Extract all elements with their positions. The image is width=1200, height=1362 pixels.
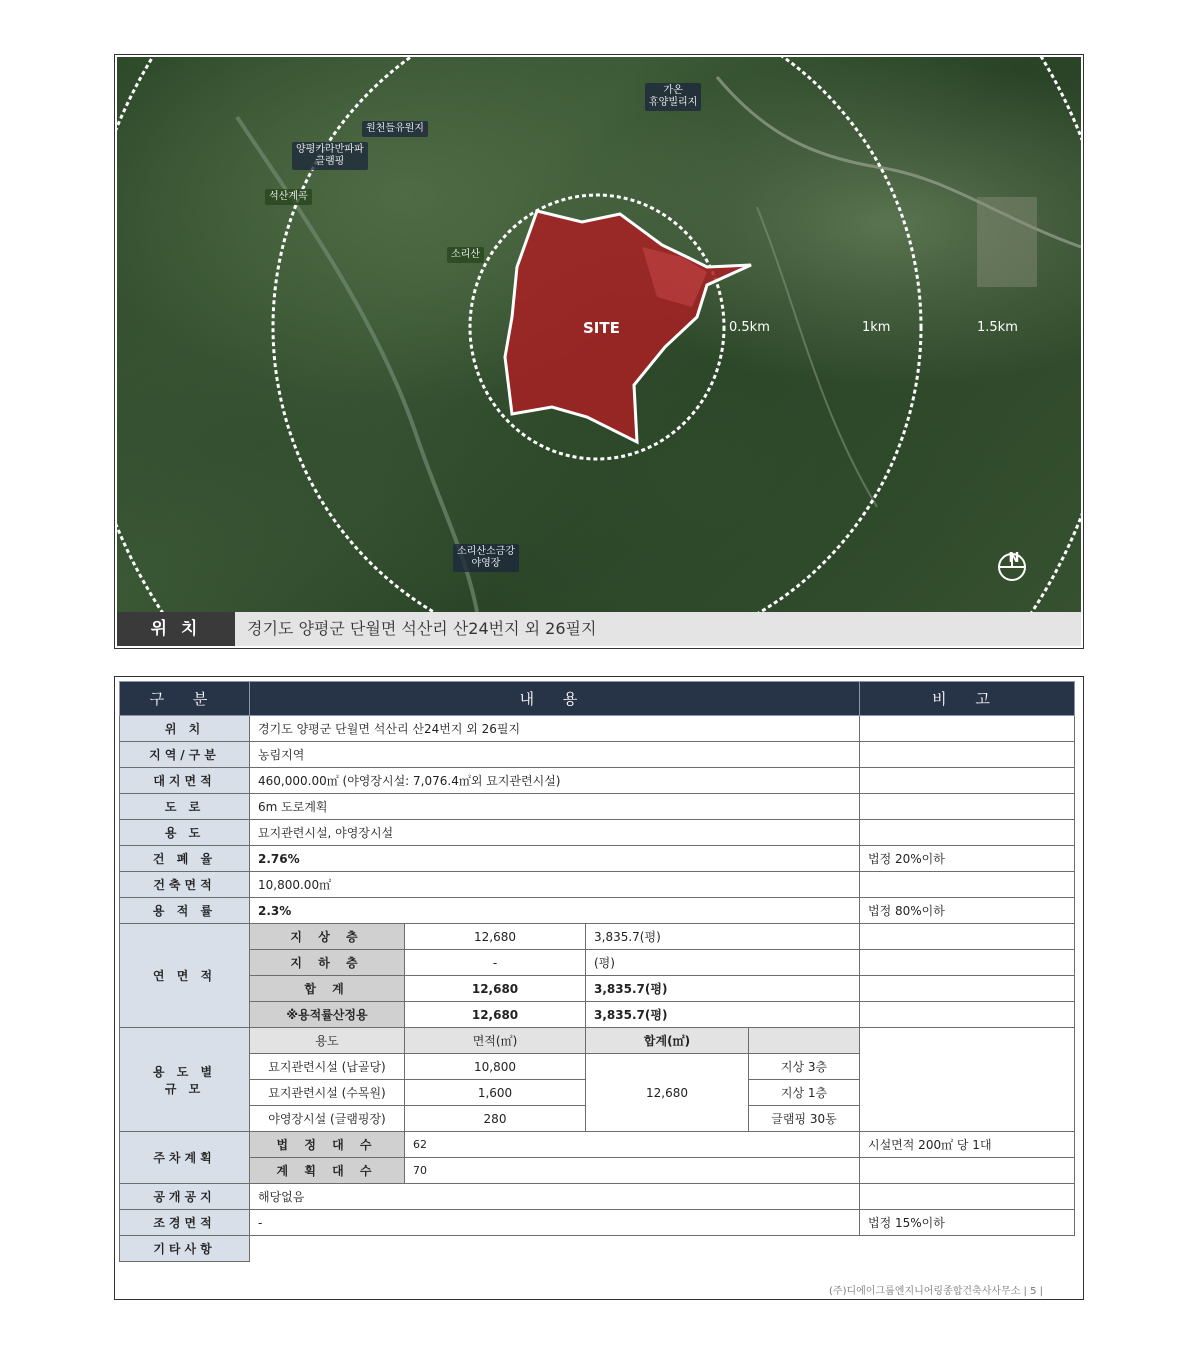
table-row-etc (120, 1236, 1075, 1262)
location-tag: 위 치 (117, 612, 235, 646)
table-row-use (120, 820, 1075, 846)
scale-use: 묘지관련시설 (납골당) (250, 1054, 405, 1080)
table-row-parking-plan (120, 1158, 1075, 1184)
scale-total: 12,680 (586, 1054, 749, 1132)
scale-floors: 지상 1층 (749, 1080, 860, 1106)
table-row-landscape (120, 1210, 1075, 1236)
table-row-road (120, 794, 1075, 820)
page-footer: (주)디에이그룹엔지니어링종합건축사사무소 | 5 | (829, 1286, 1043, 1297)
scale-area: 280 (405, 1106, 586, 1132)
row-value: 경기도 양평군 단월면 석산리 산24번지 외 26필지 (250, 716, 860, 742)
site-boundary (505, 211, 751, 442)
scale-area: 10,800 (405, 1054, 586, 1080)
row-note (860, 924, 1075, 950)
parking-legal-label: 법 정 대 수 (250, 1132, 405, 1158)
scale-area: 1,600 (405, 1080, 586, 1106)
scale-head-use: 용도 (250, 1028, 405, 1054)
row-value: - (250, 1210, 860, 1236)
table-row-floor-total (120, 976, 1075, 1002)
table-header-row (120, 682, 1075, 716)
ring-label-1km: 1km (862, 320, 891, 335)
parking-legal-note: 시설면적 200㎡ 당 1대 (860, 1132, 1075, 1158)
floor-sqm: 12,680 (405, 1002, 586, 1028)
location-bar (117, 612, 1081, 646)
aerial-map (117, 57, 1081, 612)
scale-label-line1: 용 도 별 (152, 1064, 217, 1079)
floor-name: 지 상 층 (250, 924, 405, 950)
parking-plan-value: 70 (405, 1158, 860, 1184)
poi-sorisan: 소리산 (447, 247, 484, 263)
table-row-parking-legal (120, 1132, 1075, 1158)
parking-legal-value: 62 (405, 1132, 860, 1158)
header-category: 구 분 (120, 682, 250, 716)
row-note: 법정 20%이하 (860, 846, 1075, 872)
row-note (860, 1002, 1075, 1028)
spec-table (119, 681, 1075, 1262)
row-label: 건축면적 (120, 872, 250, 898)
parking-label: 주차계획 (120, 1132, 250, 1184)
spec-table-panel (114, 676, 1084, 1300)
floor-pyeong: 3,835.7(평) (586, 976, 860, 1002)
row-label: 기타사항 (120, 1236, 250, 1262)
scale-label (120, 1028, 250, 1132)
scale-use: 야영장시설 (글램핑장) (250, 1106, 405, 1132)
scale-floors: 지상 3층 (749, 1054, 860, 1080)
row-value: 6m 도로계획 (250, 794, 860, 820)
row-note (860, 716, 1075, 742)
row-note (860, 976, 1075, 1002)
row-note (860, 820, 1075, 846)
row-value: 농림지역 (250, 742, 860, 768)
row-value: 460,000.00㎡ (야영장시설: 7,076.4㎡외 묘지관련시설) (250, 768, 860, 794)
row-value: 묘지관련시설, 야영장시설 (250, 820, 860, 846)
floor-name: 합 계 (250, 976, 405, 1002)
ring-label-0-5km: 0.5km (729, 320, 770, 335)
row-value (250, 1236, 1075, 1262)
row-label: 용 도 (120, 820, 250, 846)
north-arrow (997, 552, 1031, 602)
table-row-zone (120, 742, 1075, 768)
poi-caravan-glamping: 양평카라반파파 글램핑 (292, 142, 368, 170)
compass-icon (997, 552, 1027, 582)
table-row-floor-above (120, 924, 1075, 950)
row-value: 10,800.00㎡ (250, 872, 860, 898)
row-label: 지역/구분 (120, 742, 250, 768)
scale-floors: 글램핑 30동 (749, 1106, 860, 1132)
scale-use: 묘지관련시설 (수목원) (250, 1080, 405, 1106)
row-label: 조경면적 (120, 1210, 250, 1236)
site-label: SITE (583, 319, 620, 337)
row-label: 대지면적 (120, 768, 250, 794)
table-row-scale-head (120, 1028, 1075, 1054)
row-label: 위 치 (120, 716, 250, 742)
header-note: 비 고 (860, 682, 1075, 716)
row-label: 공개공지 (120, 1184, 250, 1210)
floor-pyeong: 3,835.7(평) (586, 1002, 860, 1028)
table-row-bcr (120, 846, 1075, 872)
poi-gaon-village: 가온 휴양빌리지 (645, 83, 701, 111)
scale-head-area: 면적(㎡) (405, 1028, 586, 1054)
row-note: 법정 15%이하 (860, 1210, 1075, 1236)
stream-path (757, 207, 877, 507)
row-value: 2.76% (250, 846, 860, 872)
table-row-floor-below (120, 950, 1075, 976)
floor-pyeong: 3,835.7(평) (586, 924, 860, 950)
ring-label-1-5km: 1.5km (977, 320, 1018, 335)
table-row-open-space (120, 1184, 1075, 1210)
row-value: 해당없음 (250, 1184, 860, 1210)
poi-wonchen-resort: 원천들유원지 (362, 121, 428, 137)
floor-sqm: 12,680 (405, 924, 586, 950)
row-note (860, 794, 1075, 820)
north-label: N (1008, 551, 1020, 566)
row-note (860, 1158, 1075, 1184)
village-area (977, 197, 1037, 287)
scale-head-floors (749, 1028, 860, 1054)
floor-sqm: - (405, 950, 586, 976)
site-map-panel (114, 54, 1084, 649)
table-row-location (120, 716, 1075, 742)
floor-pyeong: (평) (586, 950, 860, 976)
table-row-far (120, 898, 1075, 924)
table-row-site-area (120, 768, 1075, 794)
row-note (860, 742, 1075, 768)
floor-name: ※용적률산정용 (250, 1002, 405, 1028)
table-row-building-area (120, 872, 1075, 898)
floor-sqm: 12,680 (405, 976, 586, 1002)
row-note (860, 1028, 1075, 1132)
scale-label-line2: 규 모 (164, 1081, 205, 1096)
location-address: 경기도 양평군 단월면 석산리 산24번지 외 26필지 (247, 619, 597, 638)
row-value: 2.3% (250, 898, 860, 924)
poi-sorisan-campground: 소리산소금강 야영장 (453, 544, 519, 572)
floor-area-label: 연 면 적 (120, 924, 250, 1028)
floor-name: 지 하 층 (250, 950, 405, 976)
row-note (860, 768, 1075, 794)
row-label: 용 적 률 (120, 898, 250, 924)
row-note: 법정 80%이하 (860, 898, 1075, 924)
scale-head-total: 합계(㎡) (586, 1028, 749, 1054)
row-note (860, 950, 1075, 976)
row-note (860, 872, 1075, 898)
table-row-floor-far (120, 1002, 1075, 1028)
row-label: 건 폐 율 (120, 846, 250, 872)
parking-plan-label: 계 획 대 수 (250, 1158, 405, 1184)
row-label: 도 로 (120, 794, 250, 820)
header-content: 내 용 (250, 682, 860, 716)
poi-seoksan-valley: 석산계곡 (265, 189, 312, 205)
row-note (860, 1184, 1075, 1210)
